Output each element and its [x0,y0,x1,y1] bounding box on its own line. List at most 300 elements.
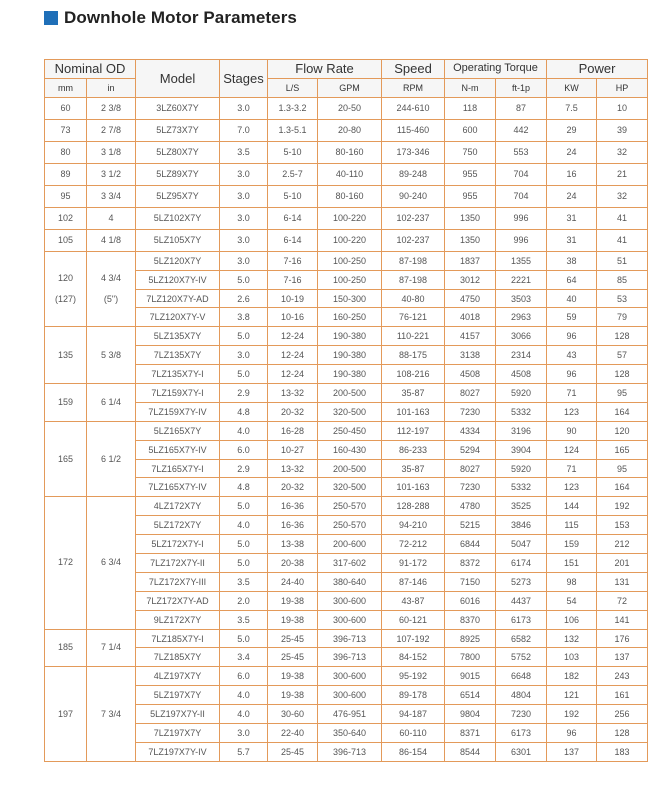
rpm-cell: 95-192 [382,667,445,686]
ftlb-cell: 4437 [496,591,547,610]
model-cell: 5LZ197X7Y-II [136,705,220,724]
stages-cell: 3.5 [220,572,268,591]
rpm-cell: 102-237 [382,229,445,251]
unit-rpm: RPM [382,78,445,97]
ftlb-cell: 6174 [496,554,547,573]
model-cell: 4LZ197X7Y [136,667,220,686]
header-speed: Speed [382,60,445,79]
table-row [45,207,648,229]
header-flow-rate: Flow Rate [268,60,382,79]
od-mm-alt-value: (127) [54,294,76,305]
od-in-cell [87,97,136,119]
ls-cell: 10-27 [268,440,318,459]
kw-cell: 31 [547,207,597,229]
ftlb-cell: 6301 [496,742,547,761]
model-cell: 7LZ185X7Y [136,648,220,667]
kw-cell: 98 [547,572,597,591]
ls-cell: 7-16 [268,251,318,270]
unit-ls: L/S [268,78,318,97]
ls-cell: 25-45 [268,742,318,761]
table-row [45,724,648,743]
ls-cell: 1.3-5.1 [268,119,318,141]
gpm-cell: 200-500 [318,384,382,403]
rpm-cell: 87-146 [382,572,445,591]
header-row-units [45,78,648,97]
kw-cell: 96 [547,365,597,384]
gpm-cell: 350-640 [318,724,382,743]
stages-cell: 3.0 [220,163,268,185]
kw-cell: 71 [547,459,597,478]
header-row-main [45,60,648,79]
ftlb-cell: 6173 [496,610,547,629]
nm-cell: 7800 [445,648,496,667]
stages-cell: 4.0 [220,421,268,440]
rpm-cell: 101-163 [382,478,445,497]
ls-cell: 19-38 [268,667,318,686]
hp-cell: 32 [597,185,648,207]
hp-cell: 183 [597,742,648,761]
kw-cell: 96 [547,724,597,743]
model-cell: 7LZ159X7Y-IV [136,402,220,421]
gpm-cell: 300-600 [318,591,382,610]
table-row [45,308,648,327]
ls-cell: 20-32 [268,478,318,497]
ls-cell: 5-10 [268,185,318,207]
rpm-cell: 40-80 [382,289,445,308]
hp-cell: 137 [597,648,648,667]
hp-cell: 131 [597,572,648,591]
table-row [45,346,648,365]
hp-cell: 39 [597,119,648,141]
nm-cell: 5294 [445,440,496,459]
hp-cell: 21 [597,163,648,185]
rpm-cell: 72-212 [382,535,445,554]
rpm-cell: 110-221 [382,327,445,346]
ls-cell: 19-38 [268,610,318,629]
stages-cell: 2.6 [220,289,268,308]
od-mm-value: 185 [57,642,74,653]
nm-cell: 8371 [445,724,496,743]
od-in-value: 2 3/8 [100,102,122,113]
ls-cell: 1.3-3.2 [268,97,318,119]
ftlb-cell: 2221 [496,270,547,289]
od-mm-value: 159 [57,396,74,407]
od-in-cell [87,667,136,761]
ls-cell: 13-32 [268,459,318,478]
model-cell: 5LZ120X7Y-IV [136,270,220,289]
model-cell: 4LZ172X7Y [136,497,220,516]
model-cell: 7LZ185X7Y-I [136,629,220,648]
ftlb-cell: 6582 [496,629,547,648]
model-cell: 5LZ120X7Y [136,251,220,270]
kw-cell: 54 [547,591,597,610]
nm-cell: 4157 [445,327,496,346]
nm-cell: 8027 [445,459,496,478]
stages-cell: 3.0 [220,251,268,270]
od-in-cell [87,384,136,422]
model-cell: 5LZ80X7Y [136,141,220,163]
hp-cell: 153 [597,516,648,535]
od-mm-value: 80 [60,146,71,157]
od-mm-value: 120 [57,273,74,284]
stages-cell: 4.8 [220,478,268,497]
od-in-value: 4 3/4 [100,273,122,284]
od-in-value: 3 3/4 [100,190,122,201]
od-in-cell [87,119,136,141]
ls-cell: 12-24 [268,346,318,365]
nm-cell: 1350 [445,229,496,251]
ftlb-cell: 3196 [496,421,547,440]
nm-cell: 4780 [445,497,496,516]
rpm-cell: 90-240 [382,185,445,207]
gpm-cell: 80-160 [318,185,382,207]
ftlb-cell: 553 [496,141,547,163]
unit-mm: mm [45,78,87,97]
title-square-icon [44,11,58,25]
ls-cell: 16-36 [268,497,318,516]
kw-cell: 29 [547,119,597,141]
nm-cell: 118 [445,97,496,119]
hp-cell: 212 [597,535,648,554]
od-mm-value: 95 [60,190,71,201]
ls-cell: 6-14 [268,229,318,251]
nm-cell: 6844 [445,535,496,554]
rpm-cell: 84-152 [382,648,445,667]
table-row [45,141,648,163]
header-power: Power [547,60,648,79]
gpm-cell: 317-602 [318,554,382,573]
nm-cell: 4508 [445,365,496,384]
table-row [45,119,648,141]
ftlb-cell: 4508 [496,365,547,384]
ls-cell: 30-60 [268,705,318,724]
gpm-cell: 200-600 [318,535,382,554]
unit-gpm: GPM [318,78,382,97]
ftlb-cell: 3525 [496,497,547,516]
rpm-cell: 94-210 [382,516,445,535]
ftlb-cell: 7230 [496,705,547,724]
od-in-value: 4 1/8 [100,234,122,245]
stages-cell: 5.0 [220,497,268,516]
model-cell: 7LZ120X7Y-V [136,308,220,327]
stages-cell: 5.0 [220,629,268,648]
ls-cell: 25-45 [268,648,318,667]
table-row [45,667,648,686]
stages-cell: 5.0 [220,535,268,554]
ls-cell: 6-14 [268,207,318,229]
hp-cell: 72 [597,591,648,610]
gpm-cell: 380-640 [318,572,382,591]
model-cell: 5LZ135X7Y [136,327,220,346]
unit-ftlb: ft-1p [496,78,547,97]
stages-cell: 4.0 [220,516,268,535]
hp-cell: 128 [597,724,648,743]
gpm-cell: 250-570 [318,497,382,516]
ftlb-cell: 704 [496,163,547,185]
nm-cell: 8370 [445,610,496,629]
rpm-cell: 112-197 [382,421,445,440]
od-in-cell [87,251,136,327]
ftlb-cell: 1355 [496,251,547,270]
od-mm-cell [45,497,87,629]
gpm-cell: 396-713 [318,742,382,761]
stages-cell: 5.0 [220,270,268,289]
kw-cell: 144 [547,497,597,516]
header-nominal-od: Nominal OD [45,60,136,79]
model-cell: 5LZ165X7Y-IV [136,440,220,459]
nm-cell: 1350 [445,207,496,229]
rpm-cell: 128-288 [382,497,445,516]
table-row [45,251,648,270]
model-cell: 3LZ60X7Y [136,97,220,119]
table-row [45,572,648,591]
kw-cell: 90 [547,421,597,440]
model-cell: 5LZ172X7Y-I [136,535,220,554]
nm-cell: 600 [445,119,496,141]
rpm-cell: 88-175 [382,346,445,365]
od-in-value: 3 1/2 [100,168,122,179]
nm-cell: 6016 [445,591,496,610]
model-cell: 7LZ197X7Y-IV [136,742,220,761]
ls-cell: 13-32 [268,384,318,403]
kw-cell: 123 [547,402,597,421]
ls-cell: 5-10 [268,141,318,163]
gpm-cell: 300-600 [318,667,382,686]
stages-cell: 5.0 [220,327,268,346]
rpm-cell: 60-121 [382,610,445,629]
nm-cell: 9015 [445,667,496,686]
ftlb-cell: 87 [496,97,547,119]
kw-cell: 96 [547,327,597,346]
nm-cell: 4018 [445,308,496,327]
ftlb-cell: 704 [496,185,547,207]
table-row [45,229,648,251]
kw-cell: 182 [547,667,597,686]
kw-cell: 31 [547,229,597,251]
stages-cell: 3.0 [220,97,268,119]
gpm-cell: 100-220 [318,207,382,229]
ls-cell: 7-16 [268,270,318,289]
gpm-cell: 396-713 [318,629,382,648]
stages-cell: 4.0 [220,705,268,724]
od-mm-cell [45,327,87,384]
od-mm-value: 73 [60,124,71,135]
model-cell: 5LZ165X7Y [136,421,220,440]
ftlb-cell: 3846 [496,516,547,535]
model-cell: 7LZ120X7Y-AD [136,289,220,308]
od-in-alt-value: (5") [103,294,119,305]
nm-cell: 9804 [445,705,496,724]
hp-cell: 256 [597,705,648,724]
hp-cell: 164 [597,402,648,421]
model-cell: 5LZ89X7Y [136,163,220,185]
kw-cell: 103 [547,648,597,667]
table-row [45,327,648,346]
ls-cell: 12-24 [268,327,318,346]
hp-cell: 41 [597,207,648,229]
stages-cell: 5.0 [220,554,268,573]
od-mm-cell [45,229,87,251]
ftlb-cell: 442 [496,119,547,141]
gpm-cell: 20-80 [318,119,382,141]
hp-cell: 164 [597,478,648,497]
gpm-cell: 100-250 [318,270,382,289]
kw-cell: 159 [547,535,597,554]
hp-cell: 57 [597,346,648,365]
stages-cell: 3.0 [220,185,268,207]
od-in-cell [87,629,136,667]
gpm-cell: 160-430 [318,440,382,459]
ls-cell: 22-40 [268,724,318,743]
stages-cell: 6.0 [220,667,268,686]
gpm-cell: 100-220 [318,229,382,251]
kw-cell: 124 [547,440,597,459]
hp-cell: 95 [597,459,648,478]
od-in-cell [87,229,136,251]
od-in-cell [87,163,136,185]
gpm-cell: 300-600 [318,686,382,705]
od-mm-cell [45,667,87,761]
model-cell: 7LZ135X7Y [136,346,220,365]
rpm-cell: 94-187 [382,705,445,724]
od-mm-cell [45,251,87,327]
table-row [45,384,648,403]
od-in-cell [87,421,136,497]
stages-cell: 4.8 [220,402,268,421]
hp-cell: 85 [597,270,648,289]
ls-cell: 19-38 [268,686,318,705]
gpm-cell: 320-500 [318,478,382,497]
ftlb-cell: 3503 [496,289,547,308]
od-in-value: 7 1/4 [100,642,122,653]
ftlb-cell: 6173 [496,724,547,743]
ls-cell: 20-38 [268,554,318,573]
table-row [45,402,648,421]
rpm-cell: 86-154 [382,742,445,761]
model-cell: 7LZ172X7Y-AD [136,591,220,610]
ftlb-cell: 5920 [496,459,547,478]
hp-cell: 141 [597,610,648,629]
gpm-cell: 320-500 [318,402,382,421]
ls-cell: 12-24 [268,365,318,384]
gpm-cell: 476-951 [318,705,382,724]
od-mm-cell [45,119,87,141]
rpm-cell: 115-460 [382,119,445,141]
stages-cell: 6.0 [220,440,268,459]
od-in-value: 7 3/4 [100,708,122,719]
hp-cell: 53 [597,289,648,308]
kw-cell: 132 [547,629,597,648]
table-row [45,610,648,629]
nm-cell: 955 [445,163,496,185]
table-row [45,163,648,185]
table-row [45,270,648,289]
nm-cell: 8544 [445,742,496,761]
ftlb-cell: 996 [496,207,547,229]
table-row [45,629,648,648]
hp-cell: 201 [597,554,648,573]
kw-cell: 106 [547,610,597,629]
ftlb-cell: 3066 [496,327,547,346]
rpm-cell: 102-237 [382,207,445,229]
rpm-cell: 101-163 [382,402,445,421]
ls-cell: 16-28 [268,421,318,440]
rpm-cell: 108-216 [382,365,445,384]
rpm-cell: 173-346 [382,141,445,163]
table-row [45,478,648,497]
rpm-cell: 244-610 [382,97,445,119]
kw-cell: 115 [547,516,597,535]
nm-cell: 8027 [445,384,496,403]
page-header [44,8,297,28]
nm-cell: 6514 [445,686,496,705]
table-row [45,705,648,724]
hp-cell: 176 [597,629,648,648]
od-in-value: 4 [108,212,114,223]
od-mm-cell [45,629,87,667]
kw-cell: 137 [547,742,597,761]
gpm-cell: 200-500 [318,459,382,478]
stages-cell: 2.9 [220,384,268,403]
stages-cell: 7.0 [220,119,268,141]
kw-cell: 64 [547,270,597,289]
model-cell: 5LZ95X7Y [136,185,220,207]
table-row [45,459,648,478]
hp-cell: 128 [597,365,648,384]
model-cell: 5LZ105X7Y [136,229,220,251]
stages-cell: 3.0 [220,207,268,229]
rpm-cell: 89-178 [382,686,445,705]
ls-cell: 24-40 [268,572,318,591]
table-row [45,686,648,705]
rpm-cell: 76-121 [382,308,445,327]
od-mm-cell [45,185,87,207]
nm-cell: 7230 [445,478,496,497]
header-model: Model [136,60,220,98]
table-row [45,97,648,119]
stages-cell: 3.0 [220,346,268,365]
kw-cell: 7.5 [547,97,597,119]
ftlb-cell: 5752 [496,648,547,667]
model-cell: 5LZ197X7Y [136,686,220,705]
stages-cell: 3.0 [220,229,268,251]
kw-cell: 121 [547,686,597,705]
ftlb-cell: 5047 [496,535,547,554]
od-mm-value: 172 [57,557,74,568]
rpm-cell: 87-198 [382,270,445,289]
od-mm-cell [45,97,87,119]
nm-cell: 4334 [445,421,496,440]
ls-cell: 19-38 [268,591,318,610]
motor-parameters-table [44,59,648,762]
od-in-value: 6 1/2 [100,453,122,464]
od-in-value: 3 1/8 [100,146,122,157]
gpm-cell: 250-450 [318,421,382,440]
model-cell: 7LZ135X7Y-I [136,365,220,384]
od-mm-cell [45,421,87,497]
ftlb-cell: 4804 [496,686,547,705]
stages-cell: 2.9 [220,459,268,478]
hp-cell: 128 [597,327,648,346]
hp-cell: 32 [597,141,648,163]
nm-cell: 3012 [445,270,496,289]
nm-cell: 4750 [445,289,496,308]
hp-cell: 120 [597,421,648,440]
header-stages: Stages [220,60,268,98]
rpm-cell: 107-192 [382,629,445,648]
kw-cell: 71 [547,384,597,403]
kw-cell: 40 [547,289,597,308]
